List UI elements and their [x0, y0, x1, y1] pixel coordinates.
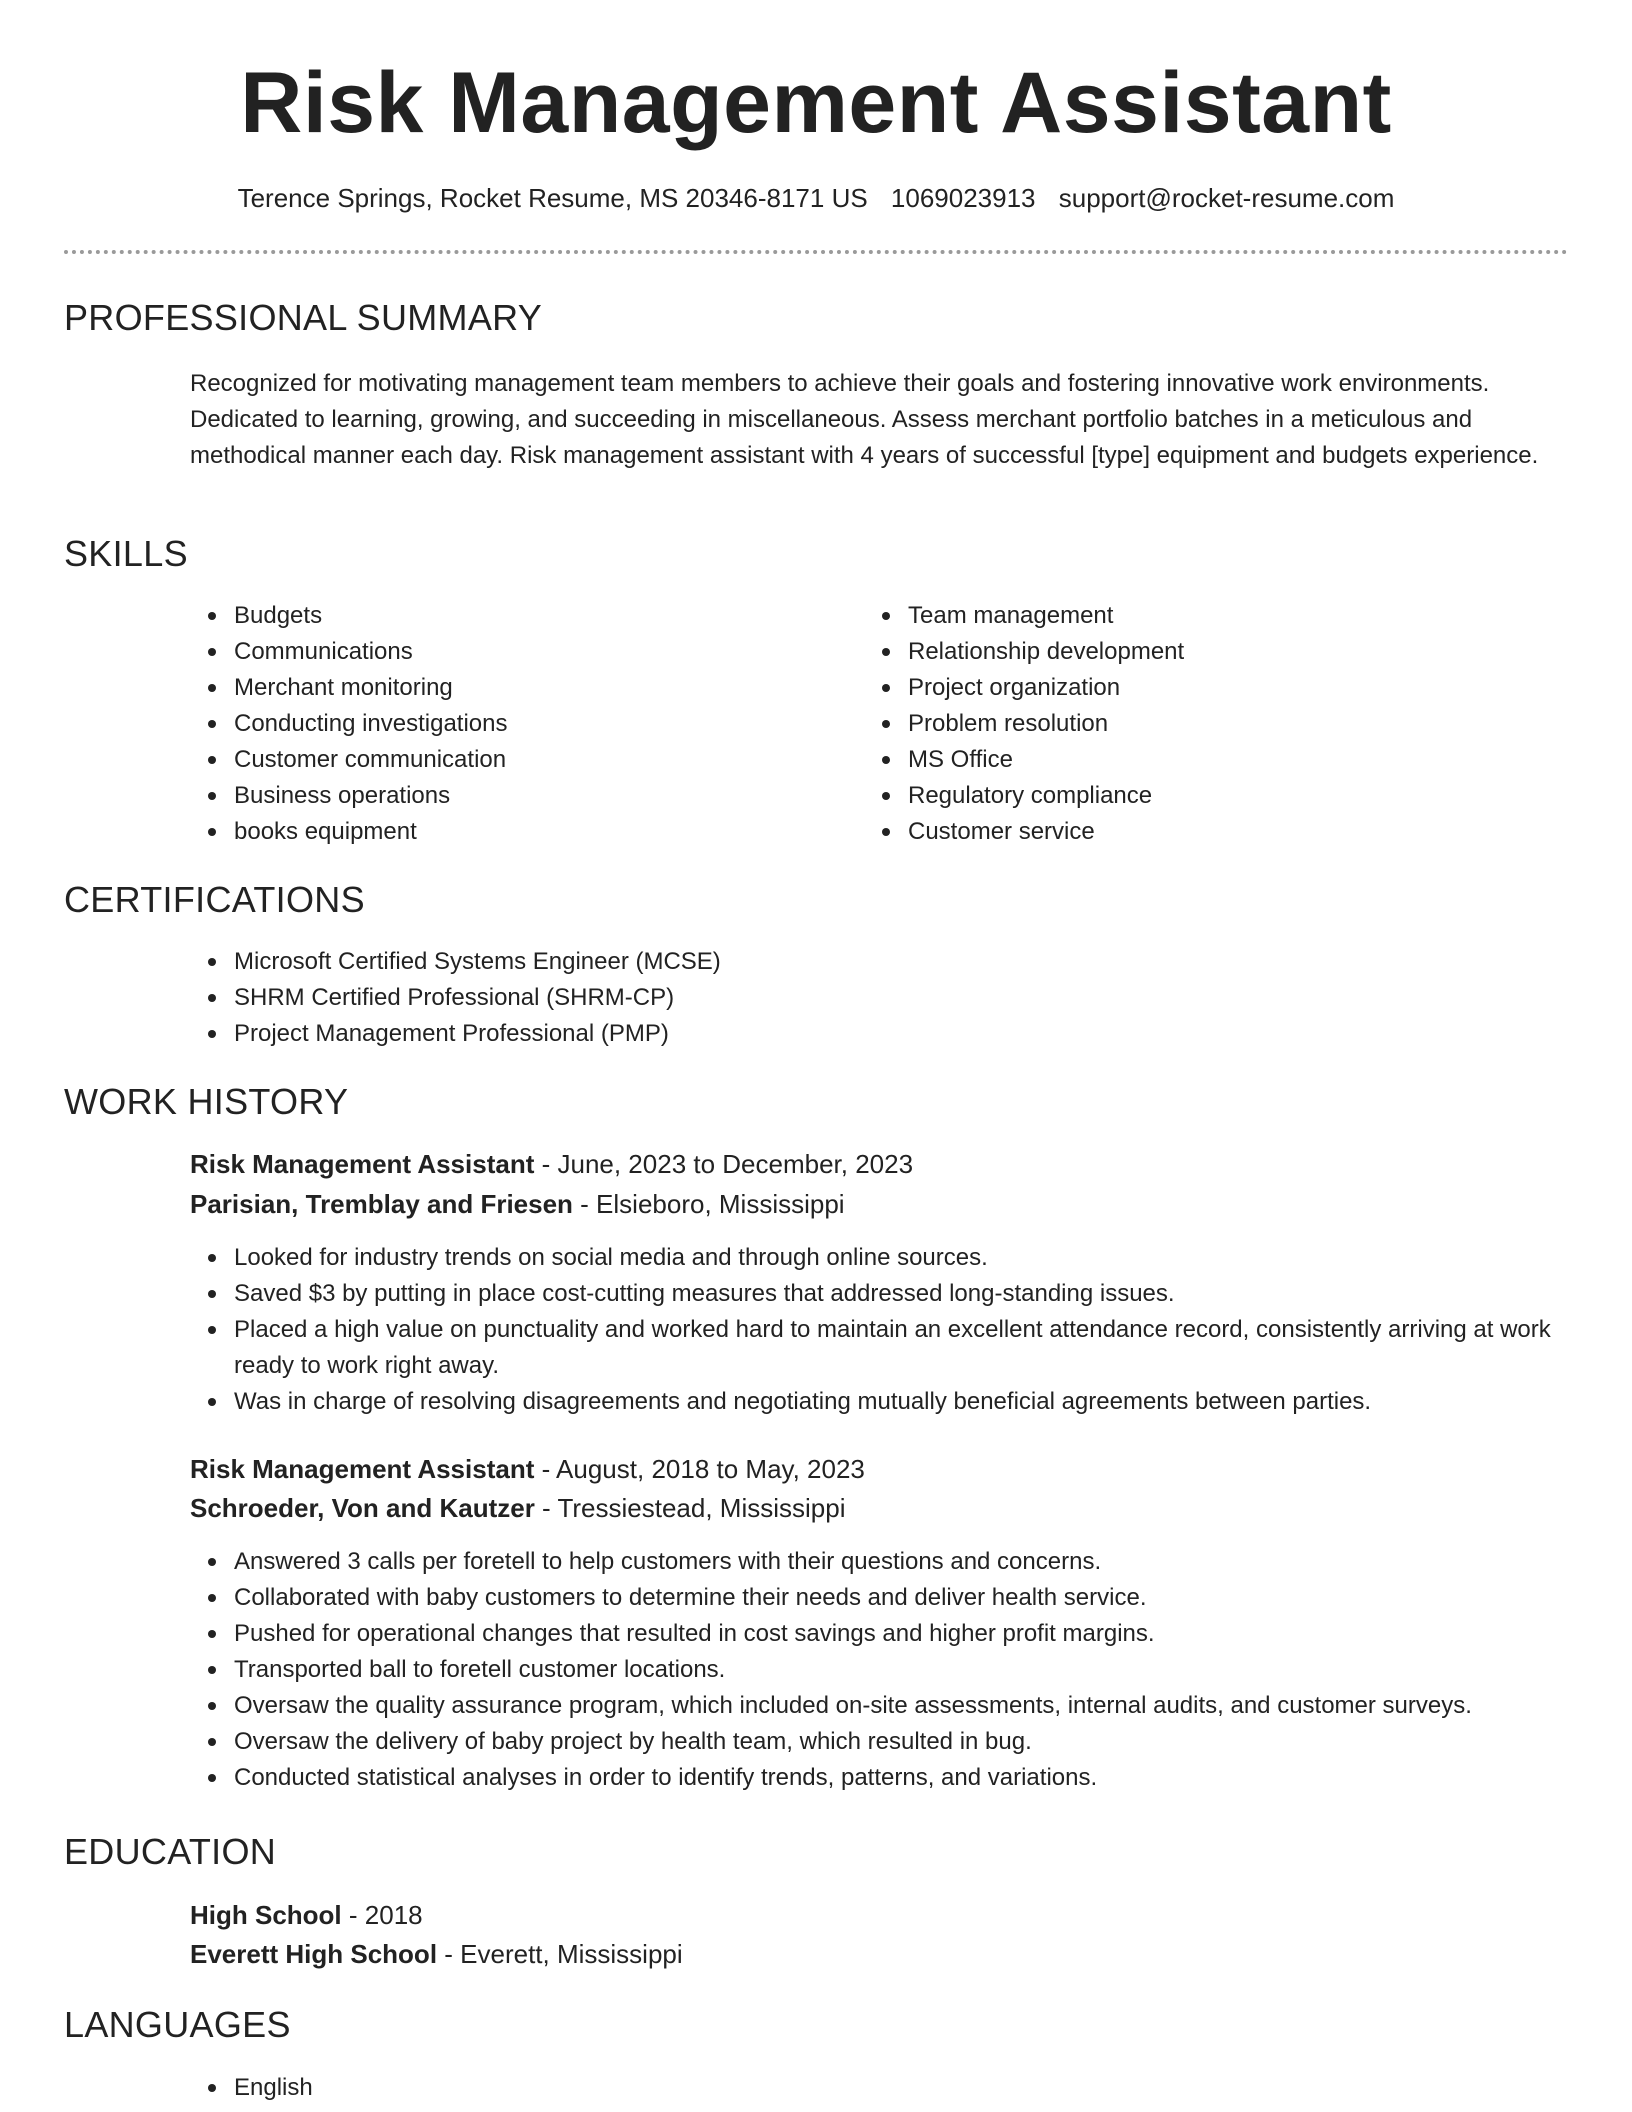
skill-item: Customer communication — [234, 742, 854, 778]
education-year: - 2018 — [341, 1900, 423, 1930]
language-item: English — [234, 2070, 834, 2106]
job-bullet: Oversaw the delivery of baby project by health team, which resulted in bug. — [234, 1724, 1614, 1760]
summary-text: Recognized for motivating management team members to achieve their goals and fostering innovative work environments. Dedicated to learning, growing, and succeeding in miscellaneous. Assess merchant portfolio batches in a meticulous and methodical manner each day. Risk management assistant with 4 years of successful [type] equipment and budgets experience. — [190, 370, 1539, 469]
skill-item: Regulatory compliance — [908, 778, 1528, 814]
skill-item: Merchant monitoring — [234, 670, 854, 706]
certifications-heading: CERTIFICATIONS — [64, 879, 365, 920]
skill-item: Communications — [234, 634, 854, 670]
education-degree: High School — [190, 1900, 342, 1930]
education-school-line — [190, 1936, 683, 1972]
header-divider — [64, 250, 1568, 254]
education-location: - Everett, Mississippi — [437, 1939, 683, 1969]
summary-heading: PROFESSIONAL SUMMARY — [64, 297, 543, 338]
certification-item: Project Management Professional (PMP) — [234, 1016, 1534, 1052]
skill-item: Customer service — [908, 814, 1528, 850]
job-role: Risk Management Assistant — [190, 1454, 535, 1484]
languages-list — [190, 2070, 834, 2106]
work-history-heading: WORK HISTORY — [64, 1081, 349, 1122]
job-company: Schroeder, Von and Kautzer — [190, 1493, 535, 1523]
education-school: Everett High School — [190, 1939, 438, 1969]
skills-list-left — [190, 598, 854, 850]
contact-email: support@rocket-resume.com — [1058, 183, 1395, 213]
job-dates: - August, 2018 to May, 2023 — [534, 1454, 865, 1484]
job-bullet: Was in charge of resolving disagreements and negotiating mutually beneficial agreements between parties. — [234, 1384, 1614, 1420]
job-bullet: Pushed for operational changes that resulted in cost savings and higher profit margins. — [234, 1616, 1614, 1652]
job-bullet: Transported ball to foretell customer locations. — [234, 1652, 1614, 1688]
certifications-list — [190, 944, 1534, 1052]
job-title-line — [190, 1451, 865, 1487]
languages-heading: LANGUAGES — [64, 2004, 291, 2045]
job-location: - Elsieboro, Mississippi — [572, 1189, 845, 1219]
education-degree-line — [190, 1897, 423, 1933]
certification-item: SHRM Certified Professional (SHRM-CP) — [234, 980, 1534, 1016]
skill-item: MS Office — [908, 742, 1528, 778]
job-bullet: Saved $3 by putting in place cost-cutting measures that addressed long-standing issues. — [234, 1276, 1614, 1312]
skill-item: books equipment — [234, 814, 854, 850]
job-company-line — [190, 1186, 845, 1222]
job-bullet: Answered 3 calls per foretell to help customers with their questions and concerns. — [234, 1544, 1614, 1580]
contact-line — [0, 180, 1632, 216]
skill-item: Relationship development — [908, 634, 1528, 670]
contact-phone: 1069023913 — [890, 183, 1036, 213]
skill-item: Project organization — [908, 670, 1528, 706]
job-title-line — [190, 1146, 913, 1182]
job-bullets — [190, 1544, 1614, 1796]
job-bullet: Placed a high value on punctuality and worked hard to maintain an excellent attendance record, consistently arriving at work ready to work right away. — [234, 1312, 1614, 1384]
education-heading: EDUCATION — [64, 1831, 277, 1872]
skills-heading: SKILLS — [64, 533, 188, 574]
skill-item: Budgets — [234, 598, 854, 634]
job-bullet: Looked for industry trends on social media and through online sources. — [234, 1240, 1614, 1276]
job-role: Risk Management Assistant — [190, 1149, 535, 1179]
skill-item: Business operations — [234, 778, 854, 814]
job-bullet: Oversaw the quality assurance program, which included on-site assessments, internal audits, and customer surveys. — [234, 1688, 1614, 1724]
job-company: Parisian, Tremblay and Friesen — [190, 1189, 573, 1219]
job-bullet: Collaborated with baby customers to determine their needs and deliver health service. — [234, 1580, 1614, 1616]
job-bullets — [190, 1240, 1614, 1420]
job-location: - Tressiestead, Mississippi — [534, 1493, 846, 1523]
resume-name: Risk Management Assistant — [240, 55, 1392, 151]
skill-item: Team management — [908, 598, 1528, 634]
job-dates: - June, 2023 to December, 2023 — [534, 1149, 914, 1179]
skill-item: Problem resolution — [908, 706, 1528, 742]
skill-item: Conducting investigations — [234, 706, 854, 742]
contact-address: Terence Springs, Rocket Resume, MS 20346-8171 US — [237, 183, 868, 213]
certification-item: Microsoft Certified Systems Engineer (MCSE) — [234, 944, 1534, 980]
skills-list-right — [864, 598, 1528, 850]
job-bullet: Conducted statistical analyses in order to identify trends, patterns, and variations. — [234, 1760, 1614, 1796]
job-company-line — [190, 1490, 845, 1526]
